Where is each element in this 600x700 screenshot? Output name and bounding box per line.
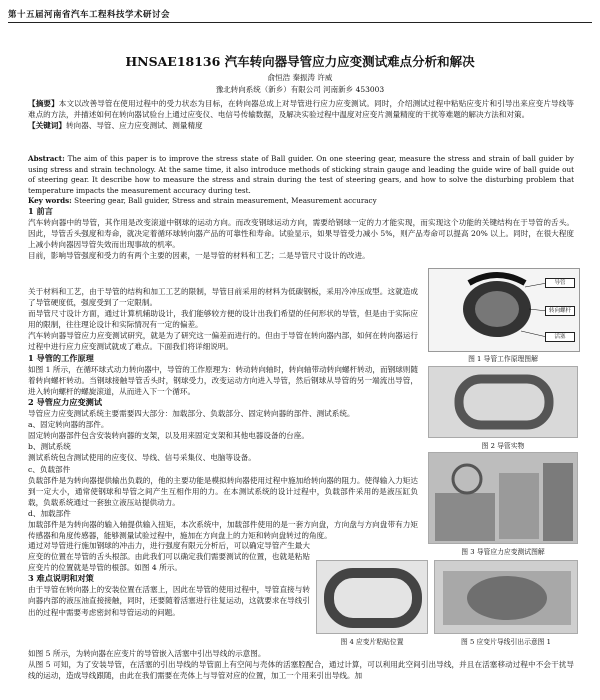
section-3-para-3: 从图 5 可知，为了安装导管，在活塞的引出导线的导管面上有空间与壳体的活塞腔配合，通过计算，可以利用此空间引出导线，并且在活塞移动过程中不会干扰导线的运动，造成导线跟随，由此在我们需要在壳体上与导管对应的位置，加工一个用来引出导线。加 [28, 660, 574, 681]
left-lower-text [28, 540, 310, 644]
section-2-title: 2 导管应力应变测试 [28, 396, 103, 407]
keywords-en-label: Key words: [28, 196, 72, 206]
fig1-label-screw: 转向螺杆 [545, 306, 575, 316]
abstract-en-text: The aim of this paper is to improve the stress state of Ball guider. On one steering gear, measure the stress and strain of ball guider by using stress and strain technology. At the same time, it also introduce methods of sticking strain gauge and leading the guide wire of ball guide out of steering gear. It describe how to measure the stress and strain during the test of steering gears, and how to solve the disturbing problem that temperature impacts the measurement accuracy during test. [28, 154, 574, 195]
section-2-d-para: 加载部件是为转向器的输入轴提供输入扭矩，本次系统中，加载部件使用的是一套方向盘，方向盘与方向盘带有力矩传感器和角度传感器，能够测量试验过程中，施加在方向盘上的力矩和转向盘转过的角度。 [28, 519, 418, 541]
section-2-c-para: 负载部件是为转向器提供输出负载的，他的主要功能是模拟转向器使用过程中施加给转向器的阻力。使得输入力矩达到一定大小，通常使钢球和导管之间产生互相作用的力。在本测试系统的设计过程中，负载部件采用的是液压缸负载，负载系统通过一套独立液压站提供动力。 [28, 475, 418, 507]
journal-header: 第十五届河南省汽车工程科技学术研讨会 [8, 10, 171, 20]
paper-authors: 俞恒浩 秦振涛 许威 [267, 73, 333, 82]
section-1-1-para: 如图 1 所示，在循环球式动力转向器中，导管的工作原理为：转动转向轴时，转向轴带动转向螺杆转动，而钢球则随着转向螺杆转动。当钢球接触导管舌头时，钢球受力，改变运动方向进入导管，然后钢球从导管的另一端流出导管，进入转向螺杆的螺旋滚道，从而进入下一个循环。 [28, 364, 418, 396]
paper-title: HNSAE18136 汽车转向器导管应力应变测试难点分析和解决 [125, 54, 475, 69]
abstract-en-label: Abstract: [28, 154, 65, 163]
section-1-1-title: 1 导管的工作原理 [28, 352, 94, 363]
bottom-text [28, 648, 574, 696]
section-1-para-2: 目前，影响导管强度和受力的有两个主要的因素，一是导管的材料和工艺；二是导管尺寸设计的改进。 [28, 251, 370, 261]
section-1-para-4: 而导管尺寸设计方面，通过计算机辅助设计，我们能够较方便的设计出我们希望的任何形状的导管，但是由于实际应用的限制，往往理论设计和实际情况有一定的偏差。 [28, 309, 418, 330]
section-2-end-para: 通过对导管进行施加钢球的冲击力，进行强度有限元分析后，可以确定导管产生最大应变的位置在导管的舌头根部。由此我们可以确定我们需要测试的位置，也就是粘贴应变片的位置就是导管的根部。如图 4 所示。 [28, 541, 310, 573]
paper-affiliation: 豫北转向系统（新乡）有限公司 河南新乡 453003 [215, 85, 385, 94]
figure-1-caption: 图 1 导管工作原理图解 [468, 355, 538, 363]
fig1-label-piston: 活塞 [545, 332, 575, 342]
figure-3-photo [428, 452, 578, 544]
section-2-para-1: 导管应力应变测试系统主要需要四大部分：加载部分、负载部分、固定转向器的部件、测试系统。 [28, 409, 355, 419]
figure-4-photo [316, 560, 428, 634]
section-2-d: d、加载部件 [28, 508, 71, 518]
section-2-a: a、固定转向器的部件。 [28, 420, 109, 430]
keywords-cn: 转向器、导管、应力应变测试、测量精度 [65, 121, 203, 131]
figure-5-photo [434, 560, 578, 634]
figure-4-caption: 图 4 应变片粘贴位置 [340, 638, 404, 646]
section-2-b-para: 测试系统包含测试使用的应变仪、导线、信号采集仪、电脑等设备。 [28, 453, 256, 463]
figure-1 [428, 268, 580, 352]
header-rule [8, 22, 592, 23]
screw-shape [475, 291, 519, 327]
section-3-title: 3 难点说明和对策 [28, 573, 94, 584]
section-2-b: b、测试系统 [28, 442, 71, 452]
section-1-title: 1 前言 [28, 206, 53, 216]
abstract-cn-text: 本文以改善导管在使用过程中的受力状态为目标，在转向器总成上对导管进行应力应变测试。同时，介绍测试过程中粘贴应变片和引导出来应变片导线等难点的方法，并描述如何在转向器试验台上通过应变仪、电信号传输数据，及解决实验过程中温度对应变片测量精度的干扰等难题的解决方法和对策。 [28, 99, 574, 120]
section-2-c: c、负载部件 [28, 464, 71, 474]
abstract-cn [28, 98, 574, 131]
section-1-para-5: 汽车转向器导管应力应变测试研究，就是为了研究这一偏差而进行的。但由于导管在转向器内部，如何在转向器运行过程中进行应力应变测试就成了难点。下面我们将详细说明。 [28, 331, 418, 352]
figure-2-caption: 图 2 导管实物 [481, 442, 525, 450]
keywords-en: Steering gear, Ball guider, Stress and strain measurement, Measurement accuracy [74, 196, 377, 206]
keywords-cn-label: 【关键词】 [28, 121, 66, 131]
section-1-para-3: 关于材料和工艺，由于导管的结构和加工工艺的限制，导管目前采用的材料为低碳钢板，采用冷冲压成型。这就造成了导管硬度低，强度受到了一定限制。 [28, 287, 418, 308]
fig1-label-guide: 导管 [545, 278, 575, 288]
abstract-cn-label: 【摘要】 [28, 99, 59, 108]
section-2-a-para: 固定转向器部件包含安装转向器的支架，以及用来固定支架和其他电器设备的台座。 [28, 431, 309, 441]
section-3-para-2: 如图 5 所示，为转向器在应变片的导管嵌入活塞中引出导线的示意图。 [28, 649, 266, 658]
section-1-intro [28, 206, 574, 261]
figure-3-caption: 图 3 导管应力应变测试图解 [461, 548, 545, 556]
guide-tube-photo-shape [459, 379, 549, 425]
section-3-para-1: 由于导管在转向器上的安装位置在活塞上，因此在导管的使用过程中，导管直接与转向器内部的液压油直接接触，同时，还要随着活塞进行往复运动，这就要求在导线引出的过程中需要考虑密封和导管运动的问题。 [28, 585, 310, 617]
section-1-para-1: 汽车转向器中的导管，其作用是改变滚道中钢球的运动方向。而改变钢球运动方向，需要给钢球一定的力才能实现，而实现这个功能的关键结构在于导管的舌头。因此，导管舌头强度和寿命，就决定着循环球转向器产品的可靠性和寿命。试验显示，如果导管受力减小 5%，则产品寿命可以提高 20% 以上。同时，在很大程度上减小转向器因导管失效而出现事故的机率。 [28, 218, 574, 250]
abstract-en [28, 154, 574, 207]
figure-2-photo [428, 366, 578, 438]
figure-5-caption: 图 5 应变片导线引出示意图 1 [461, 638, 551, 646]
